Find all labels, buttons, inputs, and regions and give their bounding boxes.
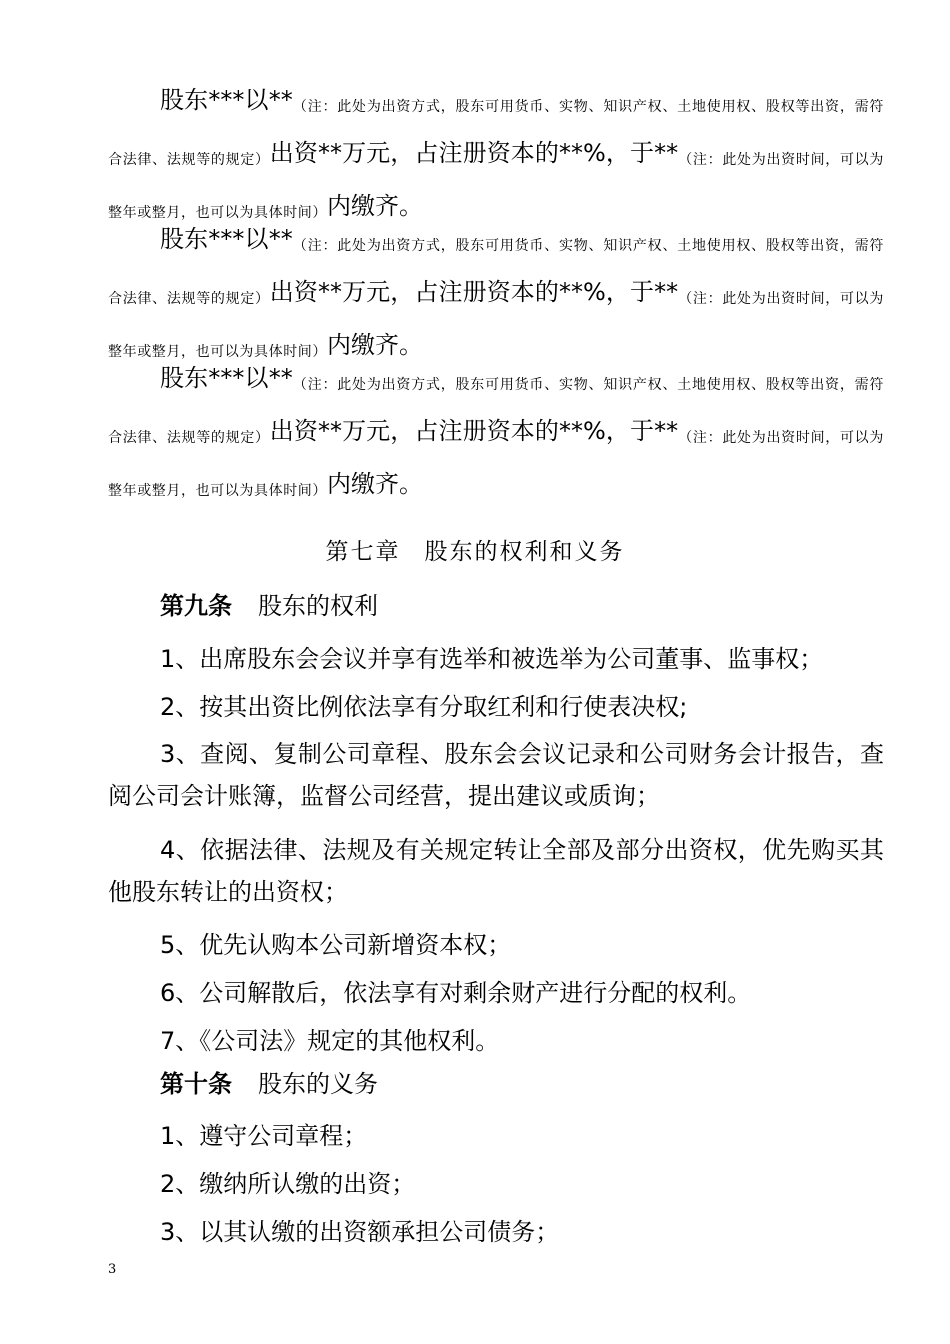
contribution-tail: 内缴齐。	[327, 470, 423, 498]
article-number: 第十条	[160, 1070, 232, 1098]
list-item: 3、以其认缴的出资额承担公司债务；	[160, 1218, 560, 1246]
contribution-tail: 内缴齐。	[327, 331, 423, 359]
chapter-number: 第七章	[325, 539, 401, 565]
contribution-method-note: （注：此处为出资方式，股东可用货币、实物、知识产权、土地使用权、股权等出资，需符合法律、法规等的规定）	[108, 238, 885, 307]
contribution-method-note: （注：此处为出资方式，股东可用货币、实物、知识产权、土地使用权、股权等出资，需符合法律、法规等的规定）	[108, 99, 885, 168]
contribution-time-note: （注：此处为出资时间，可以为整年或整月，也可以为具体时间）	[108, 291, 884, 360]
contribution-method-note: （注：此处为出资方式，股东可用货币、实物、知识产权、土地使用权、股权等出资，需符合法律、法规等的规定）	[108, 377, 885, 446]
article-number: 第九条	[160, 592, 232, 620]
article-heading	[160, 586, 378, 626]
contribution-paragraph	[108, 355, 884, 514]
chapter-heading	[0, 532, 950, 572]
contribution-lead: 股东***以**	[160, 364, 293, 392]
contribution-paragraph	[108, 77, 884, 236]
list-item: 4、依据法律、法规及有关规定转让全部及部分出资权，优先购买其他股东转让的出资权；	[108, 836, 884, 906]
contribution-time-note: （注：此处为出资时间，可以为整年或整月，也可以为具体时间）	[108, 430, 884, 499]
contribution-lead: 股东***以**	[160, 86, 293, 114]
page-number: 3	[108, 1262, 117, 1277]
article-title: 股东的义务	[258, 1070, 378, 1098]
list-item: 6、公司解散后，依法享有对剩余财产进行分配的权利。	[160, 979, 752, 1007]
contribution-amount: 出资**万元，占注册资本的**%，于**	[269, 139, 679, 167]
contribution-amount: 出资**万元，占注册资本的**%，于**	[269, 278, 679, 306]
article-heading	[160, 1064, 378, 1104]
chapter-title: 股东的权利和义务	[424, 539, 625, 565]
contribution-time-note: （注：此处为出资时间，可以为整年或整月，也可以为具体时间）	[108, 152, 884, 221]
list-item: 2、缴纳所认缴的出资；	[160, 1170, 416, 1198]
list-item: 3、查阅、复制公司章程、股东会会议记录和公司财务会计报告，查阅公司会计账簿，监督公司经营，提出建议或质询；	[108, 740, 884, 810]
article-title: 股东的权利	[258, 592, 378, 620]
list-item: 2、按其出资比例依法享有分取红利和行使表决权;	[160, 693, 688, 721]
list-item: 1、遵守公司章程；	[160, 1122, 368, 1150]
contribution-amount: 出资**万元，占注册资本的**%，于**	[269, 417, 679, 445]
contribution-tail: 内缴齐。	[327, 192, 423, 220]
contribution-paragraph	[108, 216, 884, 375]
contribution-lead: 股东***以**	[160, 225, 293, 253]
list-item: 7、《公司法》规定的其他权利。	[160, 1027, 500, 1055]
list-item: 1、出席股东会会议并享有选举和被选举为公司董事、监事权；	[160, 645, 824, 673]
list-item: 5、优先认购本公司新增资本权；	[160, 931, 512, 959]
